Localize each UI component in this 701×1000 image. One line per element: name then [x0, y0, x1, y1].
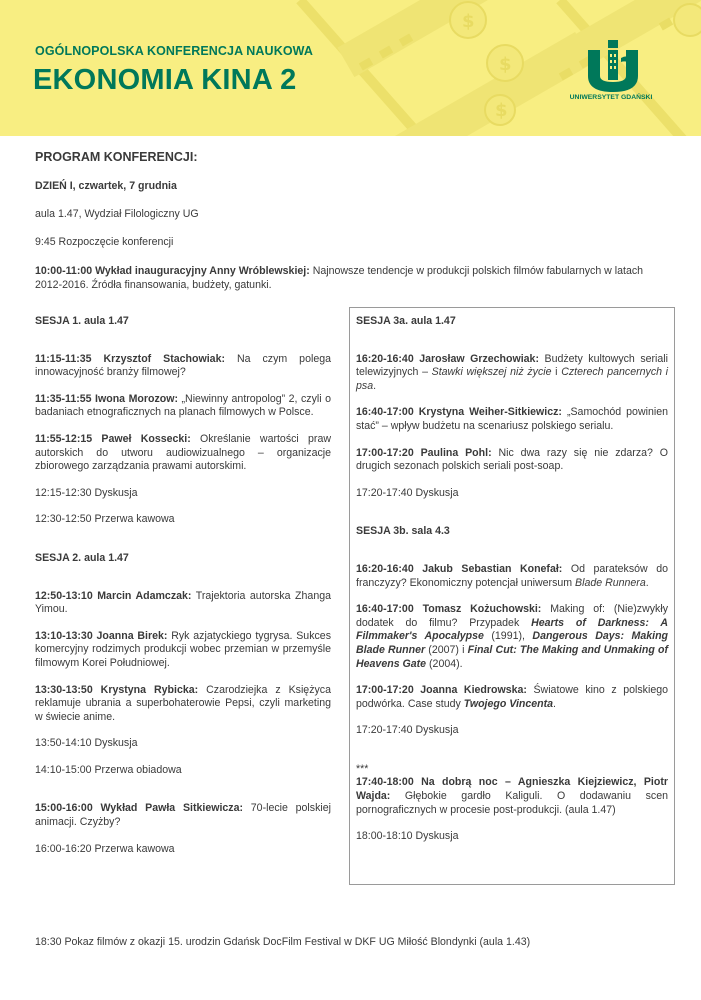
discussion-item: 17:20-17:40 Dyskusja — [356, 724, 459, 737]
svg-text:$: $ — [462, 11, 475, 32]
left-column — [35, 315, 331, 869]
talk-time: 12:50-13:10 Marcin Adamczak: — [35, 589, 192, 602]
discussion-item: 18:00-18:10 Dyskusja — [356, 830, 459, 843]
title-italic: Blade Runnera — [575, 576, 646, 589]
talk-time: 16:40-17:00 Tomasz Kożuchowski: — [356, 603, 542, 616]
header-banner — [0, 0, 701, 136]
talk-item — [35, 590, 331, 617]
talk-title: (1991), — [483, 630, 533, 643]
title-italic: Twojego Vincenta — [463, 697, 554, 710]
talk-title: i — [551, 366, 562, 379]
discussion-item: 17:20-17:40 Dyskusja — [356, 486, 459, 499]
talk-time: 13:10-13:30 Joanna Birek: — [35, 629, 168, 642]
talk-item — [356, 603, 668, 671]
title-italic: Final Cut: The Making and Unmaking of Heavens Gate — [356, 643, 668, 670]
talk-time: 17:00-17:20 Joanna Kiedrowska: — [356, 684, 527, 697]
talk-time: 16:40-17:00 Krystyna Weiher-Sitkiewicz: — [356, 406, 562, 419]
lecture-item — [35, 802, 331, 829]
talk-item — [356, 776, 668, 817]
talk-item — [35, 433, 331, 474]
talk-title: . — [373, 379, 377, 392]
talk-item — [35, 630, 331, 671]
ug-logo-icon — [578, 38, 648, 98]
talk-time: 11:15-11:35 Krzysztof Stachowiak: — [35, 352, 225, 365]
talk-title: Określanie wartości praw autorskich do utworu audiowizualnego – organizacje zbiorowego zarządzania prawami autorskimi. — [35, 432, 331, 473]
keynote-text-1: Najnowsze tendencje w produkcji polskich filmów fabularnych w latach — [309, 265, 644, 277]
svg-text:$: $ — [495, 100, 508, 121]
session-3b-header: SESJA 3b. sala 4.3 — [356, 525, 450, 538]
talk-item — [356, 563, 668, 590]
talk-item — [356, 684, 668, 711]
conference-title: EKONOMIA KINA 2 — [33, 64, 297, 96]
talk-time: 17:00-17:20 Paulina Pohl: — [356, 446, 492, 459]
talk-title: Nic dwa razy się nie zdarza? O drugich sezonach polskich seriali post-soap. — [356, 446, 668, 473]
separator-stars: *** — [356, 762, 369, 775]
talk-title: (2007) i — [425, 643, 468, 656]
talk-title: Na czym polega innowacyjność branży filmowej? — [35, 352, 331, 379]
break-item: 16:00-16:20 Przerwa kawowa — [35, 842, 175, 855]
talk-title: Czarodziejka z Księżyca reklamuje ubrania a superbohaterowie Pepsi, czyli marketing w świecie anime. — [35, 683, 331, 723]
talk-item — [356, 406, 668, 433]
logo-caption: UNIWERSYTET GDAŃSKI — [569, 94, 653, 101]
title-italic: Hearts of Darkness: A Filmmaker's Apocalypse — [356, 616, 668, 643]
talk-title: Ryk azjatyckiego tygrysa. Sukces komercyjny rodzimych produkcji wobec przemian w przemyśle filmowym Korei Południowej. — [35, 629, 331, 669]
talk-title: Głębokie gardło Kaliguli. O dodawaniu scen pornograficznych w procesie post-produkcji. (aula 1.47) — [356, 790, 668, 816]
discussion-item: 12:15-12:30 Dyskusja — [35, 486, 138, 499]
talk-title: Trajektoria autorska Zhanga Yimou. — [35, 589, 331, 616]
day-label: DZIEŃ I, czwartek, 7 grudnia — [35, 180, 177, 192]
talk-item — [356, 447, 668, 474]
title-italic: Czterech pancernych i psa — [356, 366, 669, 392]
title-italic: Stawki większej niż życie — [431, 366, 552, 379]
talk-title: . — [645, 576, 649, 589]
talk-title: (2004). — [426, 657, 463, 670]
conference-subtitle: OGÓLNOPOLSKA KONFERENCJA NAUKOWA — [35, 44, 313, 58]
talk-title: Making of: (Nie)zwykły dodatek do filmu? Przypadek — [356, 603, 668, 629]
talk-item — [35, 684, 331, 725]
talk-time: 11:35-11:55 Iwona Morozow: — [35, 392, 179, 405]
talk-item — [356, 353, 668, 394]
title-italic: Dangerous Days: Making Blade Runner — [356, 630, 669, 656]
keynote-item — [35, 264, 643, 278]
break-item: 12:30-12:50 Przerwa kawowa — [35, 513, 175, 526]
talk-title: . — [553, 697, 556, 710]
right-column-box — [349, 307, 675, 885]
talk-item — [35, 393, 331, 420]
talk-time: 16:20-16:40 Jarosław Grzechowiak: — [356, 352, 539, 365]
talk-time: 16:20-16:40 Jakub Sebastian Konefał: — [356, 562, 563, 575]
talk-title: „Niewinny antropolog” 2, czyli o badaniach etnograficznych na planach filmowych w Polsce. — [35, 392, 331, 419]
session-3a-header: SESJA 3a. aula 1.47 — [356, 315, 456, 327]
venue-label: aula 1.47, Wydział Filologiczny UG — [35, 208, 199, 220]
talk-item — [35, 353, 331, 380]
talk-title: Od parateksów do franczyzy? Ekonomiczny potencjał uniwersum — [356, 562, 668, 589]
keynote-time: 10:00-11:00 Wykład inauguracyjny Anny Wróblewskiej: — [35, 265, 310, 277]
talk-time: 13:30-13:50 Krystyna Rybicka: — [35, 683, 199, 696]
lecture-time: 15:00-16:00 Wykład Pawła Sitkiewicza: — [35, 802, 244, 815]
talk-title: Światowe kino z polskiego podwórka. Case study — [356, 684, 668, 710]
talk-title: „Samochód powinien stać” – wpływ budżetu na scenariusz polskiego serialu. — [356, 406, 668, 432]
svg-text:$: $ — [499, 54, 512, 75]
keynote-item-cont: 2012-2016. Źródła finansowania, budżety, gatunki. — [35, 279, 272, 291]
talk-time: 17:40-18:00 Na dobrą noc – Agnieszka Kiejziewicz, Piotr Wajda: — [356, 776, 668, 803]
talk-title: Budżety kultowych seriali telewizyjnych – — [356, 352, 668, 379]
session-2-header: SESJA 2. aula 1.47 — [35, 551, 129, 564]
footer-event: 18:30 Pokaz filmów z okazji 15. urodzin Gdańsk DocFilm Festival w DKF UG Miłość Blondynki (aula 1.43) — [35, 936, 531, 948]
discussion-item: 13:50-14:10 Dyskusja — [35, 737, 138, 750]
lunch-item: 14:10-15:00 Przerwa obiadowa — [35, 763, 182, 776]
program-title: PROGRAM KONFERENCJI: — [35, 150, 198, 164]
opening-item: 9:45 Rozpoczęcie konferencji — [35, 236, 174, 248]
lecture-title: 70-lecie polskiej animacji. Czyżby? — [35, 802, 331, 829]
session-1-header: SESJA 1. aula 1.47 — [35, 315, 129, 327]
talk-time: 11:55-12:15 Paweł Kossecki: — [35, 432, 191, 445]
